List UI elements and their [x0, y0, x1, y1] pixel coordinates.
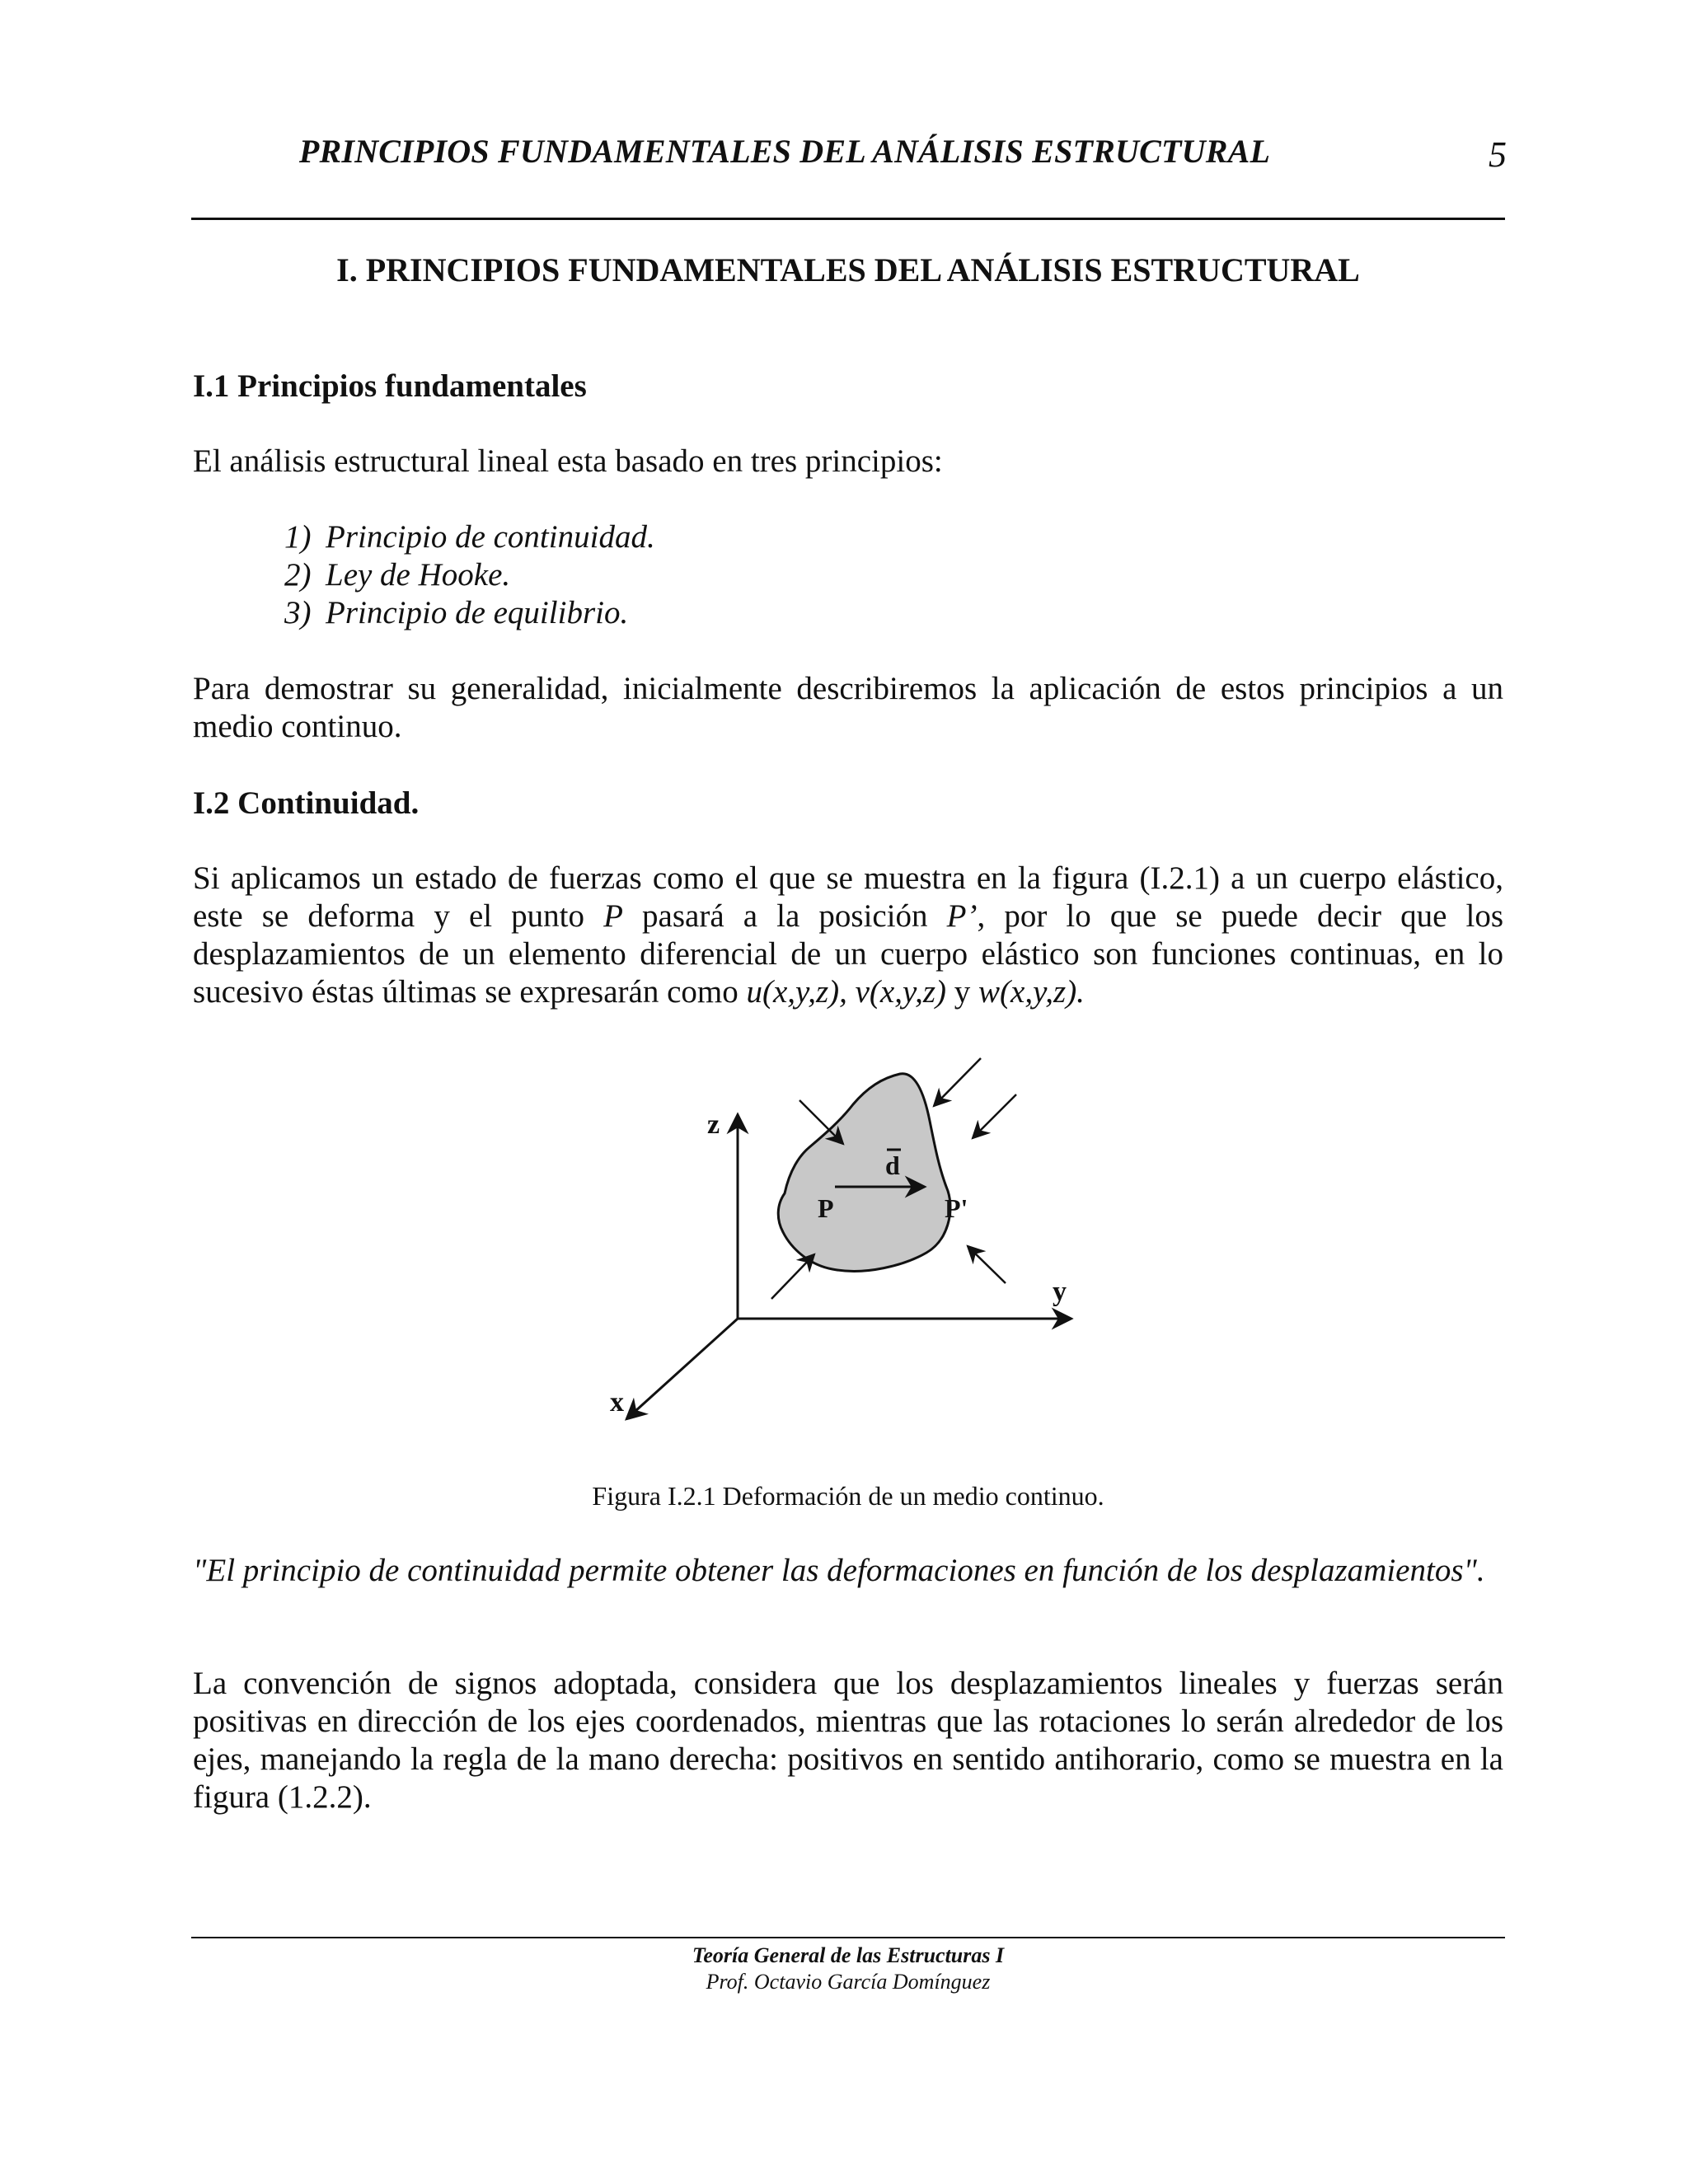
list-text: Principio de continuidad.	[326, 519, 655, 555]
footer-author: Prof. Octavio García Domínguez	[706, 1970, 991, 1994]
list-text: Principio de equilibrio.	[326, 595, 629, 630]
function-w: w(x,y,z).	[978, 974, 1085, 1010]
list-item	[284, 518, 655, 556]
continuity-quote: "El principio de continuidad permite obtener las deformaciones en función de los desplazamientos".	[193, 1553, 1485, 1588]
list-number: 3)	[284, 595, 312, 630]
principles-list	[284, 518, 655, 632]
text-run: , por lo que se puede decir que los desplazamientos de un elemento diferencial de un cuerpo elástico son funciones continuas, en lo sucesivo éstas últimas se expresarán como	[193, 898, 1504, 1010]
axis-label-y: y	[1053, 1277, 1067, 1307]
function-u: u(x,y,z),	[746, 974, 847, 1010]
list-number: 1)	[284, 519, 312, 555]
sign-convention-paragraph: La convención de signos adoptada, considera que los desplazamientos lineales y fuerzas serán positivas en dirección de los ejes coordenados, mientras que las rotaciones lo serán alrededor de los ejes, manejando la regla de la mano derecha: positivos en sentido antihorario, como se muestra en la figura (1.2.2).	[193, 1666, 1503, 1815]
point-p-ref: P	[603, 898, 623, 934]
header-rule	[191, 218, 1505, 220]
vector-label-d: d	[885, 1151, 900, 1180]
text-run: Si aplicamos un estado de fuerzas como el que se muestra en la figura (I.2.1) a un cuerpo elástico, este se deforma y el punto	[193, 860, 1503, 934]
figure-caption: Figura I.2.1 Deformación de un medio continuo.	[592, 1481, 1104, 1511]
text-run: pasará a la posición	[622, 898, 947, 934]
list-item	[284, 556, 655, 594]
point-label-p-prime: P'	[945, 1193, 968, 1223]
text-run: y	[946, 974, 979, 1010]
point-label-p: P	[818, 1193, 834, 1223]
section-heading-1: I.1 Principios fundamentales	[193, 368, 587, 404]
list-text: Ley de Hooke.	[326, 557, 511, 593]
function-v: v(x,y,z)	[855, 974, 947, 1010]
continuity-paragraph	[193, 860, 1503, 1011]
section-heading-2: I.2 Continuidad.	[193, 785, 420, 821]
page-number: 5	[1489, 134, 1507, 175]
force-arrow	[968, 1246, 1006, 1283]
list-item	[284, 594, 655, 632]
axis-label-x: x	[610, 1387, 624, 1418]
generality-paragraph: Para demostrar su generalidad, inicialmente describiremos la aplicación de estos principios a un medio continuo.	[193, 671, 1503, 744]
deformation-figure	[593, 1047, 1137, 1451]
point-p-prime-ref: P’	[946, 898, 978, 934]
x-axis	[626, 1319, 738, 1419]
chapter-title: I. PRINCIPIOS FUNDAMENTALES DEL ANÁLISIS ESTRUCTURAL	[336, 251, 1360, 288]
force-arrow	[771, 1254, 814, 1299]
footer-course-title: Teoría General de las Estructuras I	[692, 1943, 1005, 1967]
elastic-body	[778, 1074, 950, 1272]
force-arrow	[934, 1058, 981, 1106]
axis-label-z: z	[707, 1109, 720, 1140]
running-header-title: PRINCIPIOS FUNDAMENTALES DEL ANÁLISIS ESTRUCTURAL	[298, 133, 1271, 170]
footer-rule	[191, 1937, 1505, 1938]
list-number: 2)	[284, 557, 312, 593]
intro-paragraph: El análisis estructural lineal esta basado en tres principios:	[193, 443, 943, 479]
force-arrow	[973, 1094, 1016, 1138]
